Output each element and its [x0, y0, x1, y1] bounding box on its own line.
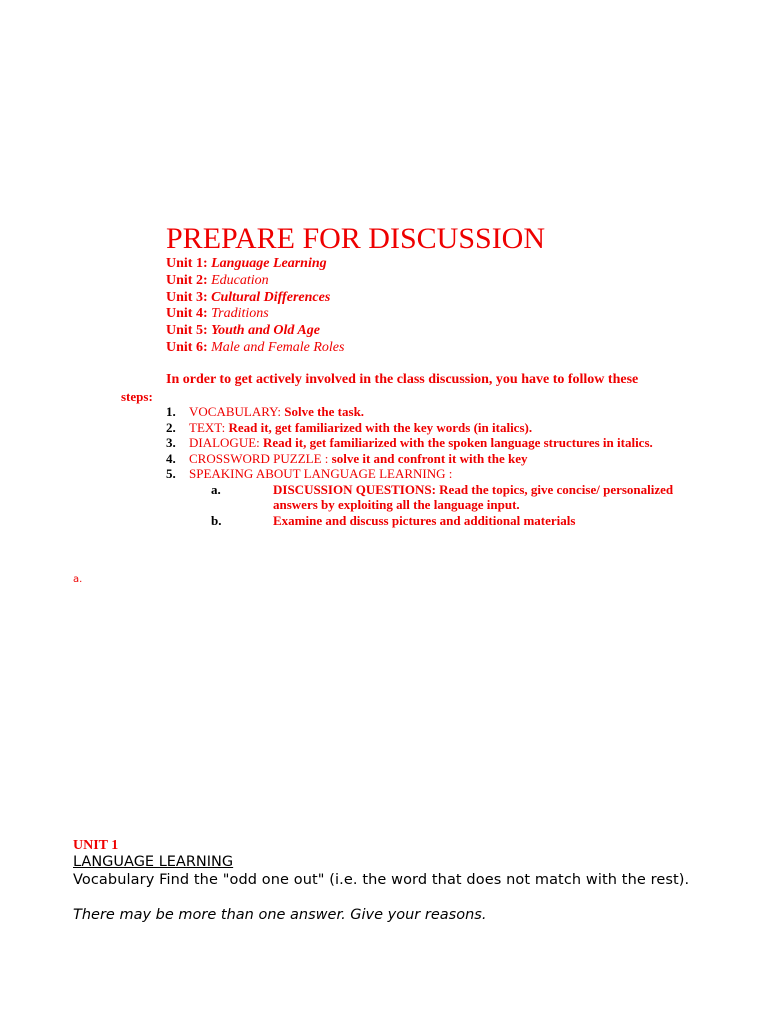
unit-item	[166, 306, 344, 323]
step-item	[166, 420, 686, 436]
step-number: 3.	[166, 435, 176, 450]
step-lead: SPEAKING ABOUT LANGUAGE LEARNING :	[189, 466, 453, 481]
unit-item	[166, 340, 344, 357]
step-number: 4.	[166, 450, 176, 466]
substep-letter: a.	[211, 481, 221, 497]
substep-item	[166, 482, 686, 513]
vocabulary-instruction: Vocabulary Find the "odd one out" (i.e. the word that does not match with the rest).	[73, 872, 690, 888]
step-lead: TEXT:	[189, 419, 226, 435]
unit-name: Youth and Old Age	[211, 323, 320, 339]
step-number: 1.	[166, 404, 176, 419]
step-item	[166, 435, 686, 451]
step-rest: Read it, get familiarized with the key words (in italics).	[225, 419, 533, 435]
unit-name: Language Learning	[211, 256, 327, 271]
intro-text-line-1: In order to get actively involved in the class discussion, you have to follow these	[166, 372, 639, 387]
substep-item	[166, 513, 686, 529]
unit-name: Education	[211, 272, 269, 288]
step-lead: CROSSWORD PUZZLE :	[189, 450, 329, 466]
unit-name: Male and Female Roles	[211, 339, 345, 355]
unit-prefix: Unit 2:	[166, 272, 208, 288]
steps-list	[166, 404, 686, 528]
step-number: 5.	[166, 466, 176, 481]
step-item	[166, 404, 686, 420]
step-rest: Solve the task.	[280, 404, 365, 419]
unit-item	[166, 273, 344, 290]
unit-subheading: LANGUAGE LEARNING	[73, 854, 234, 870]
step-lead: VOCABULARY:	[189, 404, 281, 419]
unit-prefix: Unit 6:	[166, 339, 208, 355]
unit-prefix: Unit 4:	[166, 306, 208, 322]
unit-item	[166, 290, 344, 307]
unit-item	[166, 323, 344, 340]
substep-text: DISCUSSION QUESTIONS: Read the topics, give concise/ personalized answers by exploiting all the language input.	[273, 481, 674, 512]
step-item	[166, 451, 686, 467]
unit-name: Cultural Differences	[211, 289, 331, 305]
step-lead: DIALOGUE:	[189, 435, 260, 450]
substep-letter: b.	[211, 512, 222, 528]
unit-list	[166, 256, 344, 357]
page-title: PREPARE FOR DISCUSSION	[166, 222, 546, 255]
unit-prefix: Unit 1:	[166, 256, 208, 271]
unit-prefix: Unit 3:	[166, 289, 208, 305]
step-item	[166, 466, 686, 482]
substep-text: Examine and discuss pictures and additional materials	[273, 512, 576, 528]
unit-name: Traditions	[211, 306, 269, 322]
step-number: 2.	[166, 419, 176, 435]
unit-heading: UNIT 1	[73, 838, 119, 853]
unit-prefix: Unit 5:	[166, 323, 208, 339]
stray-list-letter: a.	[73, 574, 83, 585]
unit-item	[166, 256, 344, 273]
step-rest: solve it and confront it with the key	[328, 450, 528, 466]
reasons-instruction: There may be more than one answer. Give your reasons.	[73, 907, 487, 923]
step-rest: Read it, get familiarized with the spoken language structures in italics.	[259, 435, 653, 450]
intro-text-line-2: steps:	[121, 389, 153, 404]
